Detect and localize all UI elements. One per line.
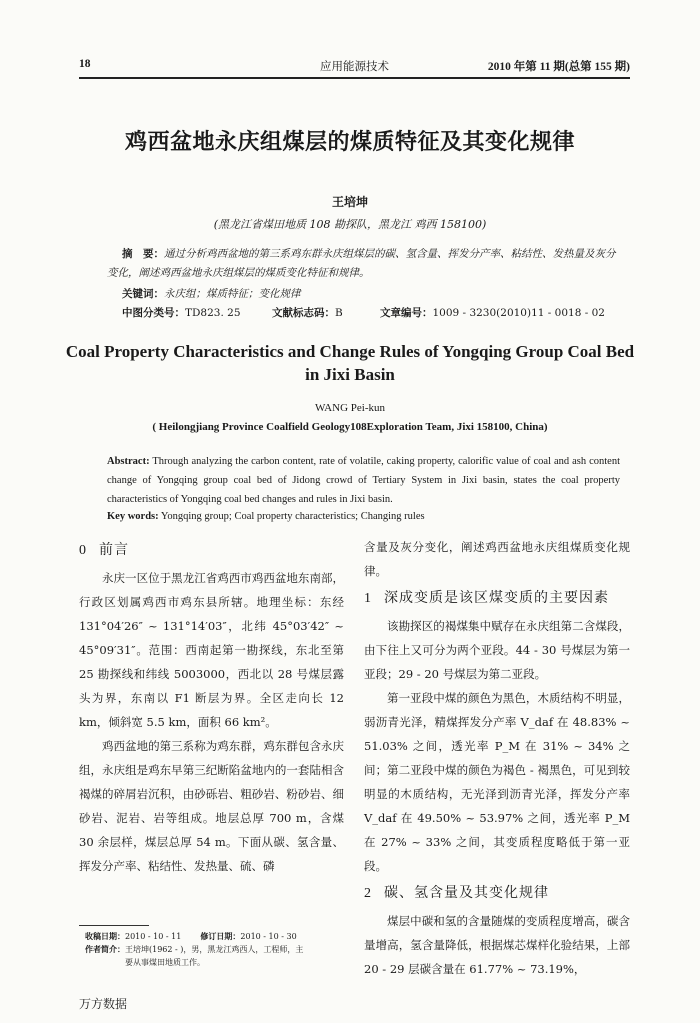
- paragraph: 煤层中碳和氢的含量随煤的变质程度增高，碳含量增高，氢含量降低，根据煤芯煤样化验结果，上部 20 - 29 层碳含量在 61.77% ~ 73.19%，: [364, 914, 630, 976]
- received-label: 收稿日期：: [85, 931, 125, 941]
- paragraph: 含量及灰分变化，阐述鸡西盆地永庆组煤质变化规律。: [364, 540, 630, 578]
- doc-code-value: B: [335, 307, 343, 319]
- running-header: [79, 56, 630, 76]
- left-column: [79, 535, 344, 878]
- keywords-zh-label: 关键词：: [122, 288, 164, 300]
- keywords-zh-text: 永庆组；煤质特征；变化规律: [164, 288, 301, 300]
- abstract-en-text: Through analyzing the carbon content, rate of volatile, caking property, calorific value of coal and ash content change of Yongqing group coal bed of Jidong crowd of Tertiary System in Jixi basin, states the coal property characteristics of Yongqing coal bed changes and rules in Jixi basin.: [107, 456, 620, 505]
- issue-info: 2010 年第 11 期(总第 155 期): [487, 61, 630, 73]
- watermark: 万方数据: [79, 997, 128, 1011]
- article-number-value: 1009 - 3230(2010)11 - 0018 - 02: [432, 307, 605, 319]
- abstract-en: [107, 452, 620, 509]
- keywords-en-label: Key words:: [107, 511, 159, 522]
- section-title: 深成变质是该区煤变质的主要因素: [384, 590, 609, 606]
- paragraph: 该勘探区的褐煤集中赋存在永庆组第二含煤段，由下往上又可分为两个亚段。44 - 30 号煤层为第一亚段；29 - 20 号煤层为第二亚段。: [364, 619, 630, 681]
- journal-name: 应用能源技术: [320, 61, 389, 73]
- article-number-label: 文章编号：: [380, 307, 433, 319]
- header-rule: [79, 77, 630, 79]
- affiliation-en: ( Heilongjiang Province Coalfield Geology108Exploration Team, Jixi 158100, China): [152, 421, 548, 433]
- section-number: 1: [364, 591, 372, 606]
- title-en: Coal Property Characteristics and Change Rules of Yongqing Group Coal Bed in Jixi Basin: [65, 342, 635, 384]
- title-zh: 鸡西盆地永庆组煤层的煤质特征及其变化规律: [124, 129, 575, 155]
- author-zh: 王培坤: [331, 195, 368, 209]
- paragraph: 鸡西盆地的第三系称为鸡东群，鸡东群包含永庆组，永庆组是鸡东早第三纪断陷盆地内的一套陆相含褐煤的碎屑岩沉积，由砂砾岩、粗砂岩、粉砂岩、细砂岩、泥岩、岩等组成。地层总厚 700 m，含煤 30 余层样，煤层总厚 54 m。下面从碳、氢含量、挥发分产率、粘结性、发热量、硫、磷: [79, 739, 344, 873]
- affiliation-zh: (黑龙江省煤田地质 108 勘探队，黑龙江 鸡西 158100): [213, 218, 487, 231]
- section-title: 碳、氢含量及其变化规律: [384, 885, 549, 901]
- section-heading-1: [364, 583, 630, 614]
- revised-date: 2010 - 10 - 30: [240, 932, 297, 941]
- section-number: 2: [364, 886, 372, 901]
- clc-label: 中图分类号：: [122, 307, 185, 319]
- section-heading-0: [79, 535, 344, 566]
- paragraph: 第一亚段中煤的颜色为黑色，木质结构不明显，弱沥青光泽，精煤挥发分产率 V_daf 在 48.83% ~ 51.03% 之间，透光率 P_M 在 31% ~ 34% 之间；第二亚段中煤的颜色为褐色 - 褐黑色，可见到较明显的木质结构，无光泽到沥青光泽，挥发分产率 V_daf 在 49.50% ~ 53.97% 之间，透光率 P_M 在 27% ~ 33% 之间，其变质程度略低于第一亚段。: [364, 691, 630, 873]
- section-title: 前言: [99, 542, 129, 558]
- abstract-zh-text: 通过分析鸡西盆地的第三系鸡东群永庆组煤层的碳、氢含量、挥发分产率、粘结性、发热量及灰分变化，阐述鸡西盆地永庆组煤层的煤质变化特征和规律。: [107, 248, 616, 279]
- bio-label: 作者简介：: [85, 944, 125, 954]
- footnote-rule: [79, 925, 149, 926]
- section-number: 0: [79, 543, 87, 558]
- revised-label: 修订日期：: [200, 931, 241, 941]
- doc-code-label: 文献标志码：: [272, 307, 335, 319]
- abstract-zh-label: 摘 要：: [122, 248, 164, 260]
- abstract-en-label: Abstract:: [107, 456, 150, 467]
- bio-line-1: 王培坤(1962 - )，男，黑龙江鸡西人，工程师，主: [125, 945, 304, 954]
- author-en: WANG Pei-kun: [315, 402, 385, 414]
- keywords-en-text: Yongqing group; Coal property characteristics; Changing rules: [158, 511, 425, 522]
- right-column: [364, 535, 630, 981]
- bio-line-2: 要从事煤田地质工作。: [125, 958, 205, 967]
- keywords-zh: [107, 285, 620, 304]
- keywords-en: [107, 511, 620, 522]
- section-heading-2: [364, 878, 630, 909]
- classification-line: [107, 304, 620, 323]
- footnote: [85, 930, 345, 969]
- paragraph: 永庆一区位于黑龙江省鸡西市鸡西盆地东南部，行政区划属鸡西市鸡东县所辖。地理坐标：东经 131°04′26″ ~ 131°14′03″，北纬 45°03′42″ ~ 45°09′31″。范围：西南起第一勘探线，东北至第 25 勘探线和纬线 5003000，西北以 28 号煤层露头为界，东南以 F1 断层为界。全区走向长 12 km，倾斜宽 5.5 km，面积 66 km²。: [79, 571, 344, 729]
- abstract-zh: [107, 245, 620, 283]
- received-date: 2010 - 10 - 11: [125, 932, 182, 941]
- clc-value: TD823. 25: [185, 307, 241, 319]
- page-number: 18: [79, 58, 91, 70]
